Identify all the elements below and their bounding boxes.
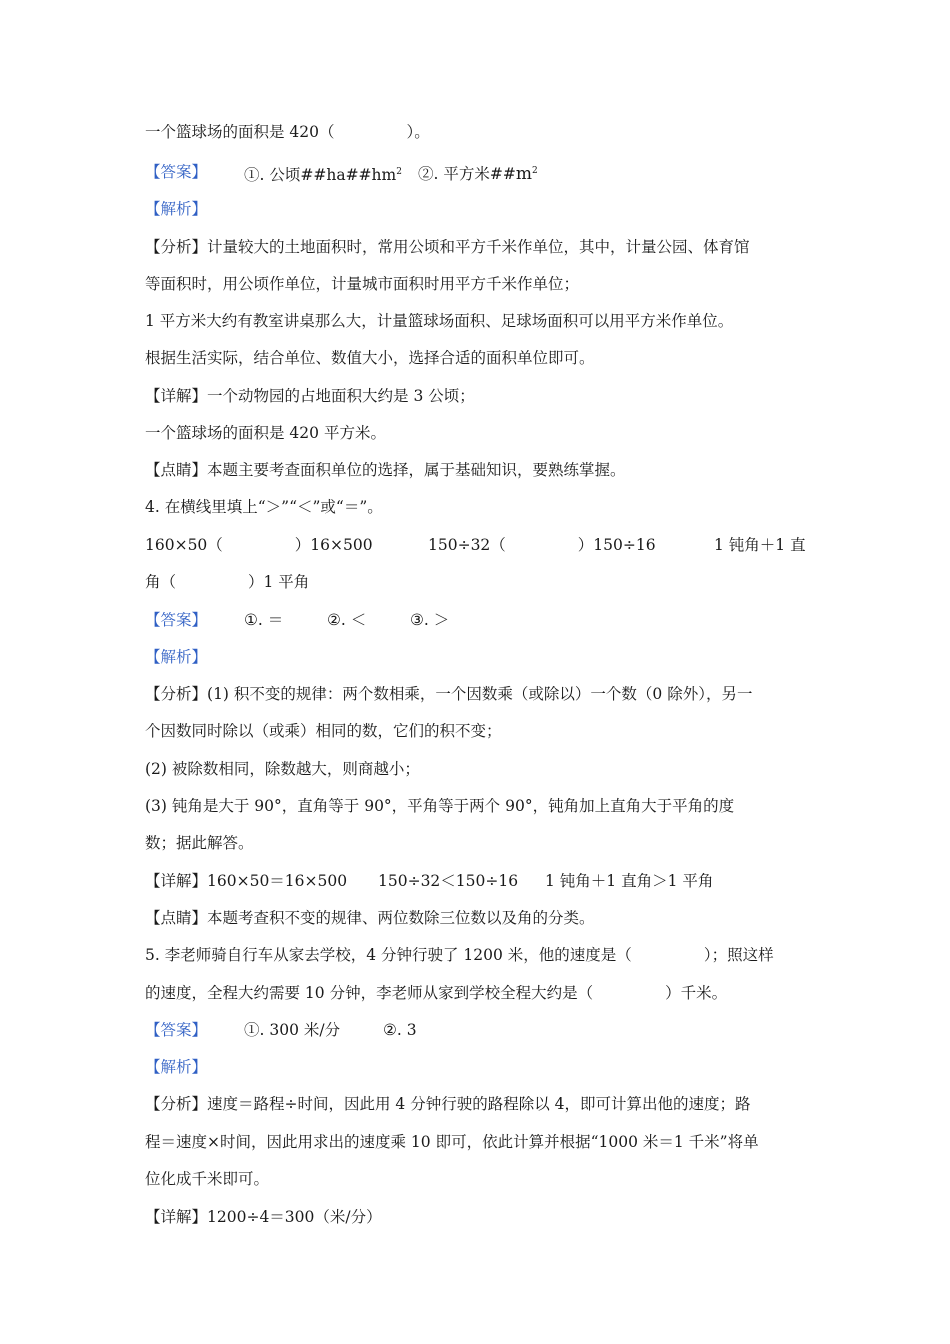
q5-answer-1: ①. 300 米/分: [244, 1021, 341, 1039]
q4-xiangjie-b: 150÷32＜150÷16: [378, 872, 519, 890]
q4-analysis-tag: 【解析】: [145, 648, 208, 666]
q3-fenxi-line-3: 1 平方米大约有教室讲桌那么大，计量篮球场面积、足球场面积可以用平方米作单位。: [145, 312, 734, 330]
q4-answer-1: ①. ＝: [244, 611, 284, 629]
q4-fenxi-line-4: (3) 钝角是大于 90°，直角等于 90°，平角等于两个 90°，钝角加上直角大于平角的度: [145, 797, 735, 815]
q4-answer-3: ③. ＞: [410, 611, 450, 629]
q5-fenxi-line-3: 位化成千米即可。: [145, 1170, 270, 1188]
q4-expression-3: 1 钝角＋1 直: [714, 536, 806, 554]
q4-xiangjie-c: 1 钝角＋1 直角＞1 平角: [545, 872, 714, 890]
q3-fenxi-line-4: 根据生活实际，结合单位、数值大小，选择合适的面积单位即可。: [145, 349, 595, 367]
q4-xiangjie-tag: 【详解】160×50＝16×500: [145, 872, 348, 890]
q5-line-1: 5. 李老师骑自行车从家去学校，4 分钟行驶了 1200 米，他的速度是（ ）；照这样: [145, 946, 774, 964]
q3-xiangjie-line-1: 【详解】一个动物园的占地面积大约是 3 公顷；: [145, 387, 475, 405]
q4-title: 4. 在横线里填上“＞”“＜”或“＝”。: [145, 498, 383, 516]
q3-answer-2: ②. 平方米$\#\#m^2$: [418, 164, 538, 184]
q5-answer-2: ②. 3: [383, 1021, 417, 1039]
q4-fenxi-line-2: 个因数同时除以（或乘）相同的数，它们的积不变；: [145, 722, 502, 740]
q5-fenxi-line-2: 程＝速度×时间，因此用求出的速度乘 10 即可，依此计算并根据“1000 米＝1 千米”将单: [145, 1133, 759, 1151]
q3-answer-1: ①. 公顷$\#\#ha\#\#hm^2$: [244, 166, 402, 184]
q4-expression-1: 160×50（ ）16×500: [145, 536, 373, 554]
q5-line-2: 的速度，全程大约需要 10 分钟，李老师从家到学校全程大约是（ ）千米。: [145, 984, 728, 1002]
q4-answer-line: 【答案】: [145, 611, 208, 629]
q3-answer-line: [145, 162, 207, 182]
q5-xiangjie: 【详解】1200÷4＝300（米/分）: [145, 1208, 382, 1226]
q4-expression-3-cont: 角（ ）1 平角: [145, 573, 310, 591]
q3-analysis-tag: 【解析】: [145, 200, 208, 218]
q4-fenxi-line-5: 数；据此解答。: [145, 834, 254, 852]
q4-expression-2: 150÷32（ ）150÷16: [428, 536, 656, 554]
q4-fenxi-line-1: 【分析】(1) 积不变的规律：两个数相乘，一个因数乘（或除以）一个数（0 除外），另一: [145, 685, 753, 703]
q3-fenxi-line-2: 等面积时，用公顷作单位，计量城市面积时用平方千米作单位；: [145, 275, 580, 293]
q5-answer-line: 【答案】: [145, 1021, 208, 1039]
q4-dianjing: 【点睛】本题考查积不变的规律、两位数除三位数以及角的分类。: [145, 909, 595, 927]
q4-answer-2: ②. ＜: [327, 611, 367, 629]
q5-fenxi-line-1: 【分析】速度＝路程÷时间，因此用 4 分钟行驶的路程除以 4，即可计算出他的速度；路: [145, 1095, 751, 1113]
q5-analysis-tag: 【解析】: [145, 1058, 208, 1076]
q3-dianjing: 【点睛】本题主要考查面积单位的选择，属于基础知识，要熟练掌握。: [145, 461, 626, 479]
answer-tag: 【答案】: [145, 163, 208, 181]
q3-statement-2: 一个篮球场的面积是 420（ ）。: [145, 123, 430, 141]
q3-fenxi-line-1: 【分析】计量较大的土地面积时，常用公顷和平方千米作单位，其中，计量公园、体育馆: [145, 238, 750, 256]
q3-xiangjie-line-2: 一个篮球场的面积是 420 平方米。: [145, 424, 386, 442]
q4-fenxi-line-3: (2) 被除数相同，除数越大，则商越小；: [145, 760, 420, 778]
